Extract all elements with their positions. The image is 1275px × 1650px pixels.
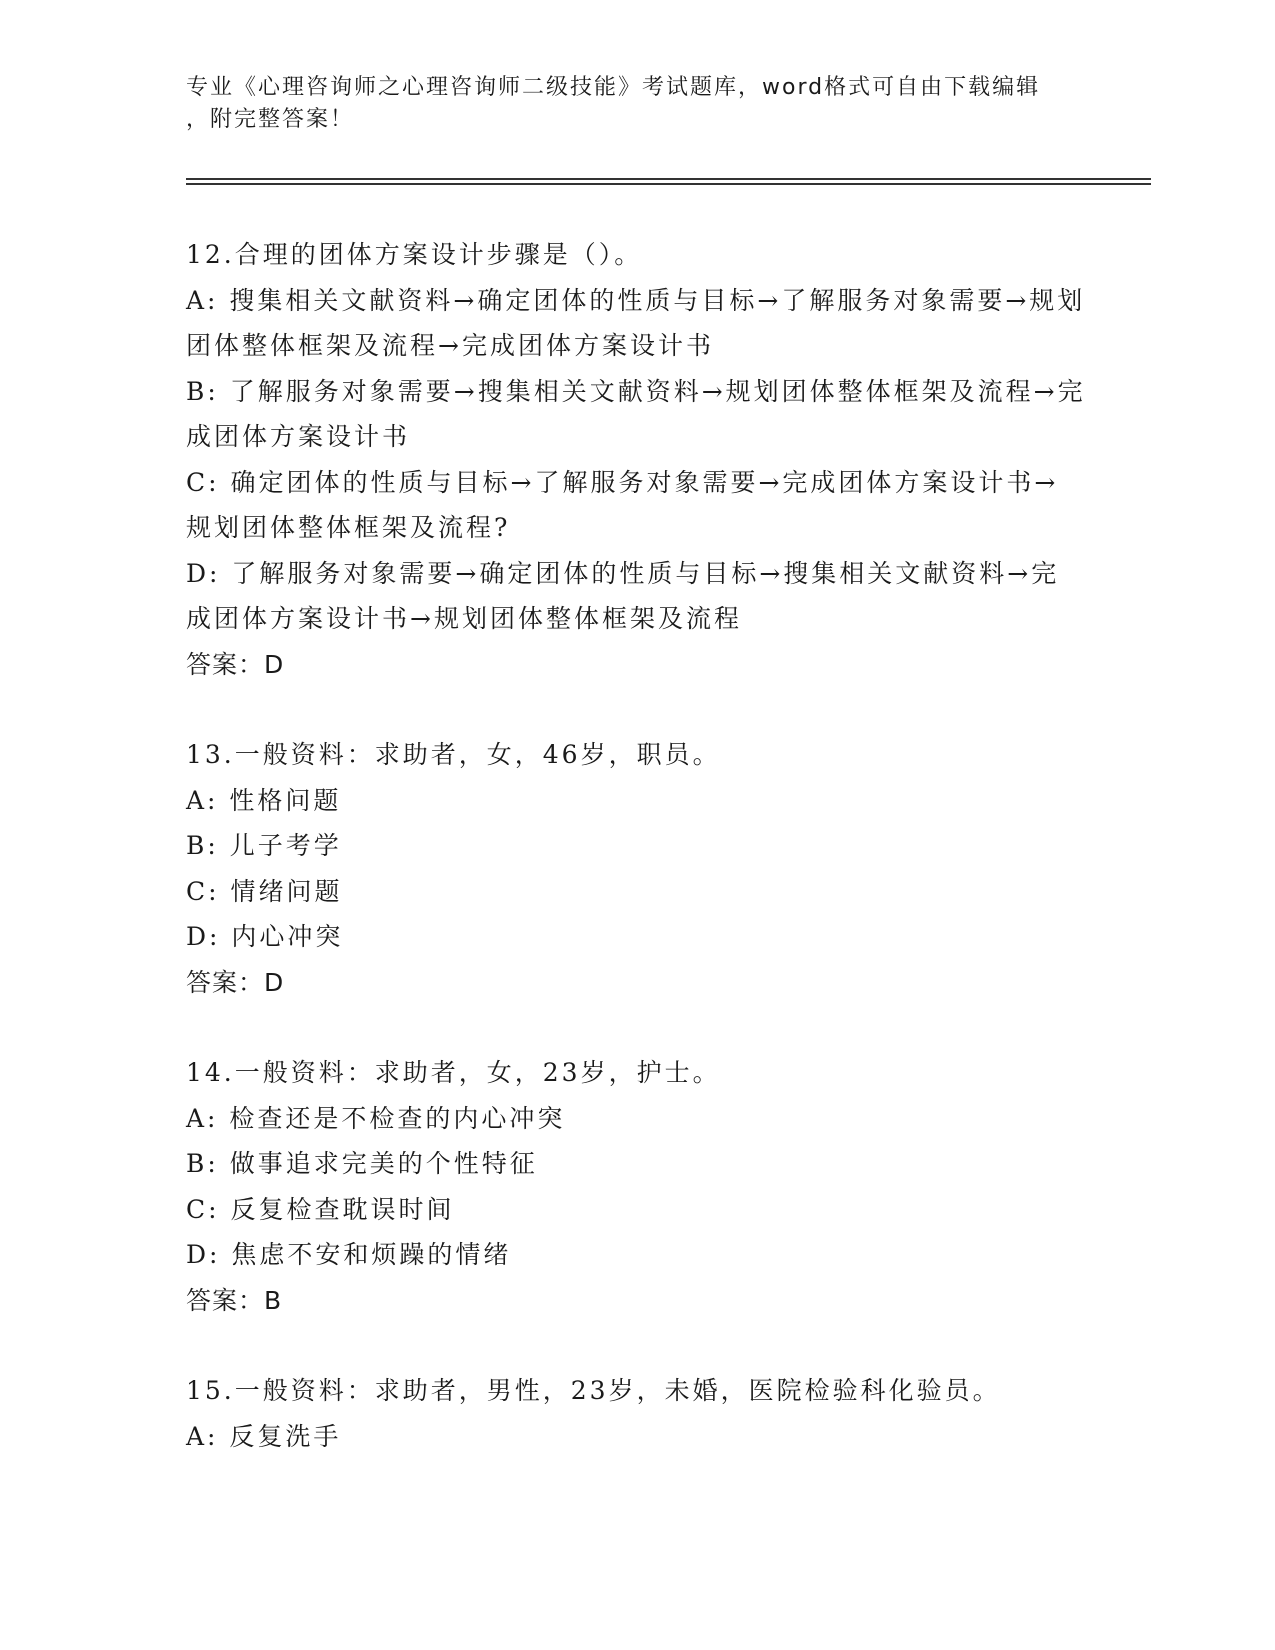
answer: 答案：B <box>186 1285 283 1315</box>
question-14 <box>186 1050 1086 1323</box>
option-d: D: 了解服务对象需要→确定团体的性质与目标→搜集相关文献资料→完成团体方案设计书→规划团体整体框架及流程 <box>186 558 1060 633</box>
answer: 答案：D <box>186 967 285 997</box>
option-b: B: 做事追求完美的个性特征 <box>186 1149 538 1178</box>
document-header <box>186 72 1066 136</box>
question-stem: 13.一般资料：求助者，女，46岁，职员。 <box>186 740 721 769</box>
option-a: A: 反复洗手 <box>186 1421 342 1451</box>
option-a: A: 性格问题 <box>186 785 342 815</box>
question-list <box>186 232 1086 1504</box>
option-d: D: 焦虑不安和烦躁的情绪 <box>186 1240 512 1269</box>
question-stem: 12.合理的团体方案设计步骤是（）。 <box>186 240 643 269</box>
header-divider-bottom <box>186 183 1151 185</box>
option-d: D: 内心冲突 <box>186 922 344 951</box>
header-line-1: 专业《心理咨询师之心理咨询师二级技能》考试题库，word格式可自由下载编辑 <box>186 75 1041 100</box>
question-stem: 15.一般资料：求助者，男性，23岁，未婚，医院检验科化验员。 <box>186 1376 1001 1405</box>
option-b: B: 儿子考学 <box>186 831 342 860</box>
question-stem: 14.一般资料：求助者，女，23岁，护士。 <box>186 1058 721 1087</box>
question-13 <box>186 732 1086 1005</box>
option-c: C: 确定团体的性质与目标→了解服务对象需要→完成团体方案设计书→规划团体整体框架及流程? <box>186 467 1059 542</box>
option-a: A: 搜集相关文献资料→确定团体的性质与目标→了解服务对象需要→规划团体整体框架及流程→完成团体方案设计书 <box>186 285 1086 360</box>
question-15 <box>186 1368 1086 1459</box>
answer: 答案：D <box>186 649 285 679</box>
header-line-2: ，附完整答案！ <box>186 107 355 132</box>
header-divider-top <box>186 178 1151 180</box>
question-12 <box>186 232 1086 687</box>
option-b: B: 了解服务对象需要→搜集相关文献资料→规划团体整体框架及流程→完成团体方案设计书 <box>186 376 1086 451</box>
option-c: C: 反复检查耽误时间 <box>186 1194 455 1224</box>
option-c: C: 情绪问题 <box>186 876 343 906</box>
option-a: A: 检查还是不检查的内心冲突 <box>186 1103 566 1133</box>
